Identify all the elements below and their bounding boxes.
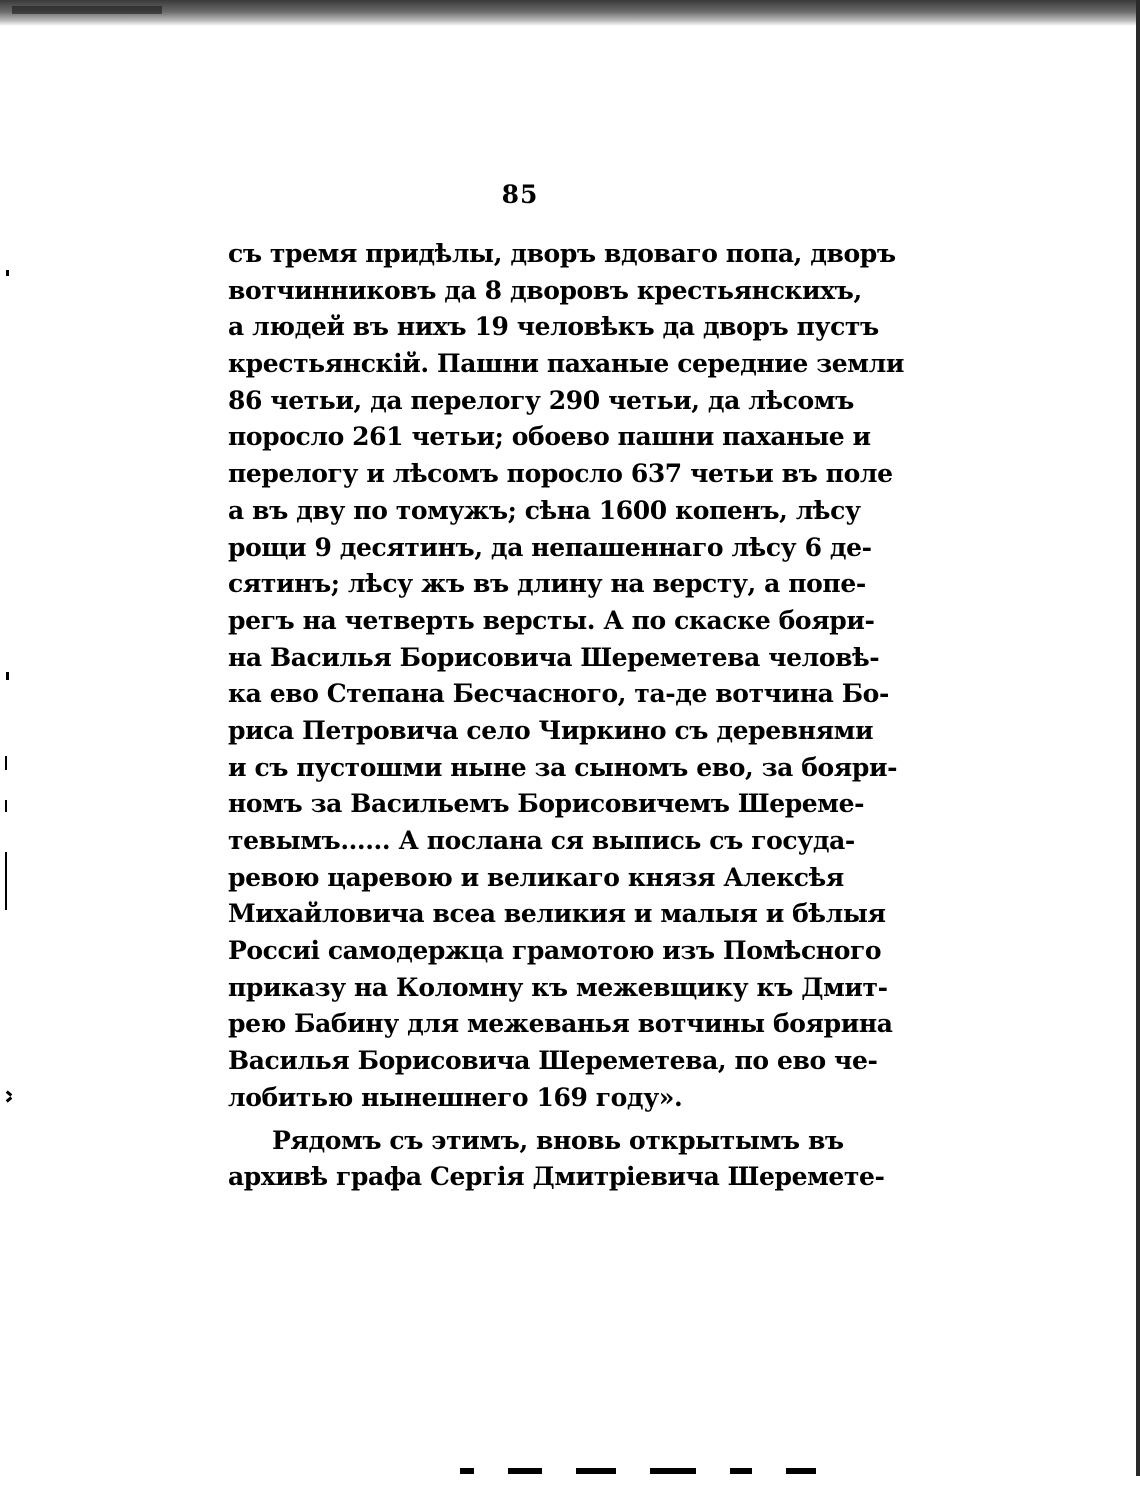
margin-mark [5,800,7,812]
scan-right-edge [1136,0,1140,1476]
text-line: архивѣ графа Сергія Дмитріевича Шеремете- [228,1162,885,1192]
text-line: рею Бабину для межеванья вотчины боярина [228,1009,893,1039]
text-line: съ тремя придѣлы, дворъ вдоваго попа, дворъ [228,239,896,268]
body-text [228,236,904,1196]
page-number: 85 [501,180,539,209]
margin-mark [6,1090,13,1096]
bottom-edge-marks [460,1468,880,1476]
text-line: 86 четьи, да перелогу 290 четьи, да лѣсомъ [228,385,854,415]
paragraph [228,236,904,1117]
margin-mark [6,672,9,680]
margin-mark [6,1096,13,1102]
text-line: на Василья Борисовича Шереметева человѣ- [228,642,880,672]
margin-mark [5,756,7,770]
text-line: ревою царевою и великаго князя Алексѣя [228,862,844,892]
text-line: риса Петровича село Чиркино съ деревнями [228,715,874,745]
margin-mark [6,270,9,276]
text-line: вотчинниковъ да 8 дворовъ крестьянскихъ, [228,275,862,305]
text-line: перелогу и лѣсомъ поросло 637 четьи въ поле [228,459,893,489]
text-line: крестьянскій. Пашни паханые середние земли [228,349,904,379]
text-line: Россиі самодержца грамотою изъ Помѣсного [228,936,882,966]
text-line: ка ево Степана Бесчасного, та-де вотчина Бо- [228,679,889,709]
margin-mark [5,852,7,910]
text-line: сятинъ; лѣсу жъ въ длину на версту, а попе- [228,569,866,599]
text-line: регъ на четверть версты. А по скаске бояри- [228,605,875,635]
scan-top-edge [0,0,1140,26]
text-line: тевымъ...... А послана ся выпись съ госуда- [228,826,855,855]
text-line: Василья Борисовича Шереметева, по ево че- [228,1046,878,1076]
text-line: а въ дву по томужъ; сѣна 1600 копенъ, лѣсу [228,495,861,525]
text-line: Михайловича всеа великия и малыя и бѣлыя [228,899,886,929]
paragraph [228,1123,885,1196]
text-line: приказу на Коломну къ межевщику къ Дмит- [228,972,888,1002]
text-line: номъ за Васильемъ Борисовичемъ Шереме- [228,789,865,819]
text-line: Рядомъ съ этимъ, вновь открытымъ въ [272,1125,844,1155]
text-line: лобитью нынешнего 169 году». [228,1082,683,1112]
text-line: рощи 9 десятинъ, да непашеннаго лѣсу 6 де- [228,532,872,562]
text-line: и съ пустошми ныне за сыномъ ево, за бояри- [228,752,898,782]
text-line: поросло 261 четьи; обоево пашни паханые и [228,422,871,452]
text-line: а людей въ нихъ 19 человѣкъ да дворъ пустъ [228,312,879,342]
